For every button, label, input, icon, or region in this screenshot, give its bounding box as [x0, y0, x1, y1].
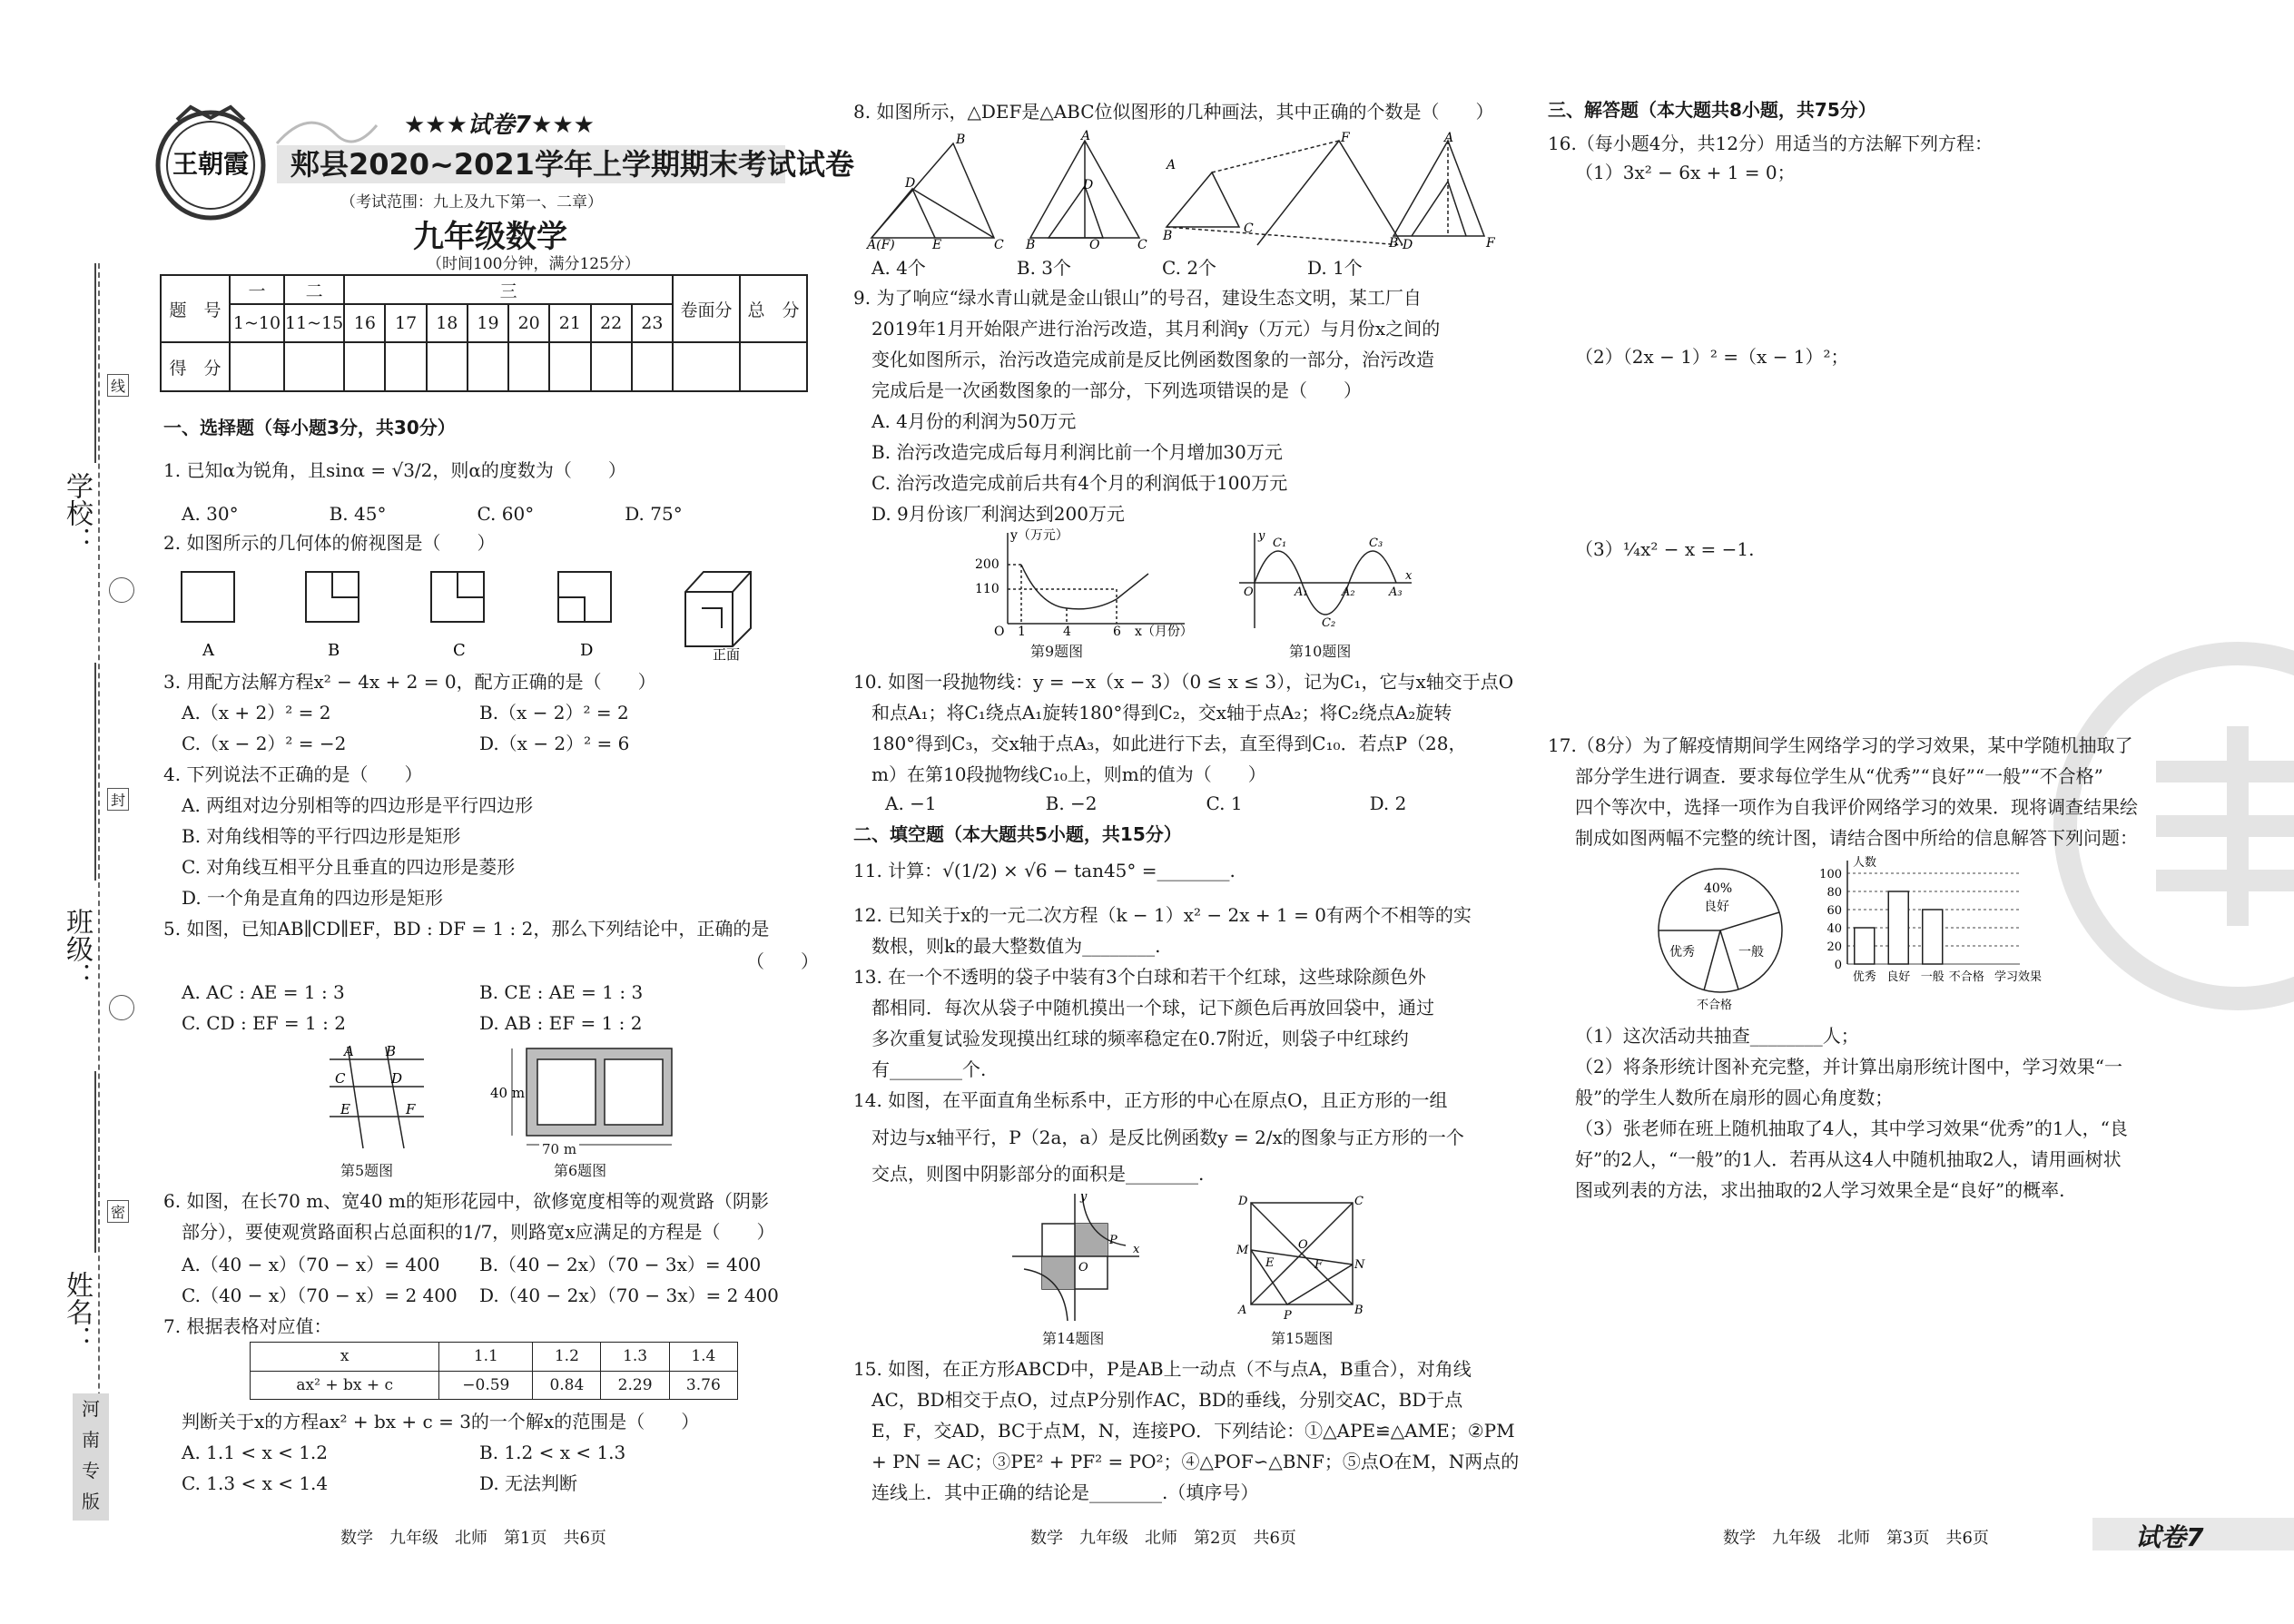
pie-label: 一般 [1738, 945, 1764, 960]
tick-label: 4 [1063, 625, 1071, 639]
question-10-cont: 180°得到C₃，交x轴于点A₃，如此进行下去，直至得到C₁₀．若点P（28， [871, 733, 1467, 754]
section-title: 二、填空题（本大题共5小题，共15分） [853, 823, 1182, 845]
option: A.（x + 2）² = 2 [182, 702, 331, 723]
svg-text:P: P [1109, 1234, 1117, 1247]
question-14: 14. 如图，在平面直角坐标系中，正方形的中心在原点O，且正方形的一组 [853, 1089, 1448, 1111]
table-cell: 1.3 [601, 1343, 669, 1372]
option: D. 无法判断 [479, 1472, 578, 1494]
tick-label: 110 [975, 582, 999, 596]
question-14-cont: 对边与x轴平行，P（2a，a）是反比例函数y = 2/x的图象与正方形的一个 [871, 1127, 1464, 1148]
option: B.（40 − 2x）（70 − 3x）= 400 [479, 1254, 762, 1275]
tick-label: 80 [1826, 886, 1842, 900]
table-cell: 0.84 [533, 1371, 601, 1400]
row-label: 题 号 [161, 275, 230, 342]
q10-graph [1235, 528, 1416, 633]
series-label: ★★★试卷7★★★ [404, 112, 595, 139]
svg-text:O: O [1078, 1261, 1088, 1275]
svg-text:A(F): A(F) [867, 238, 895, 252]
question-16-part2: （2）（2x − 1）² =（x − 1）²； [1575, 346, 1849, 368]
svg-text:E: E [932, 238, 942, 252]
group-header: 一 [230, 275, 284, 304]
edition-char: 版 [82, 1491, 100, 1512]
name-blank[interactable] [94, 1071, 96, 1253]
tick-label: 60 [1826, 904, 1842, 918]
svg-text:A: A [344, 1043, 354, 1059]
question-15-cont: + PN = AC；③PE² + PF² = PO²；④△POF∽△BNF；⑤点O在M，N两点的 [871, 1451, 1520, 1472]
axis-label: y（万元） [1010, 528, 1068, 543]
question-14-cont: 交点，则图中阴影部分的面积是________. [871, 1163, 1205, 1185]
svg-text:B: B [956, 133, 966, 147]
option: C.（40 − x）（70 − x）= 2 400 [182, 1284, 458, 1306]
edition-char: 河 [82, 1398, 100, 1420]
question-13-cont: 都相同．每次从袋子中随机摸出一个球，记下颜色后再放回袋中，通过 [871, 997, 1434, 1019]
question-16-part1: （1）3x² − 6x + 1 = 0； [1575, 162, 1796, 183]
option: A.（40 − x）（70 − x）= 400 [182, 1254, 440, 1275]
range-cell: 21 [549, 304, 590, 342]
svg-text:D: D [1403, 238, 1413, 252]
question-17-part3-cont: 好”的2人，“一般”的1人．若再从这4人中随机抽取2人，请用画树状 [1575, 1148, 2122, 1170]
bar-chart [1811, 853, 2043, 985]
q5-figure [322, 1039, 431, 1150]
option: C. 治污改造完成前后共有4个月的利润低于100万元 [871, 472, 1288, 494]
class-label: 班级： [61, 908, 93, 989]
table-cell: 1.4 [669, 1343, 737, 1372]
question-5: 5. 如图，已知AB∥CD∥EF，BD : DF = 1 : 2，那么下列结论中，正确的是 [163, 918, 770, 940]
exam-scope: （考试范围：九上及九下第一、二章） [340, 193, 603, 212]
svg-text:A₁: A₁ [1295, 586, 1308, 599]
table-cell: 3.76 [669, 1371, 737, 1400]
question-10-cont: m）在第10段抛物线C₁₀上，则m的值为（ ） [871, 763, 1266, 785]
front-label: 正面 [713, 646, 741, 663]
tick-label: 40 [1826, 922, 1842, 936]
svg-text:N: N [1354, 1258, 1365, 1272]
option: D.（40 − 2x）（70 − 3x）= 2 400 [479, 1284, 779, 1306]
figure-caption: 第6题图 [554, 1162, 607, 1179]
name-label: 姓名： [61, 1271, 93, 1353]
category-label: 优秀 [1852, 970, 1876, 984]
question-17-cont: 制成如图两幅不完整的统计图，请结合图中所给的信息解答下列问题： [1575, 827, 2138, 849]
figure-caption: 第10题图 [1289, 643, 1352, 660]
category-label: 不合格 [1948, 970, 1984, 984]
svg-text:A: A [1238, 1304, 1247, 1317]
question-17-cont: 部分学生进行调查．要求每位学生从“优秀”“良好”“一般”“不合格” [1575, 765, 2103, 787]
svg-text:C: C [994, 238, 1004, 252]
table-cell: 1.2 [533, 1343, 601, 1372]
score-cell[interactable] [468, 342, 508, 391]
svg-text:F: F [1314, 1258, 1324, 1272]
question-10-cont: 和点A₁；将C₁绕点A₁旋转180°得到C₂，交x轴于点A₂；将C₂绕点A₂旋转 [871, 702, 1452, 723]
svg-text:P: P [1284, 1309, 1292, 1323]
score-cell[interactable] [632, 342, 673, 391]
score-cell[interactable] [740, 342, 807, 391]
svg-text:F: F [1486, 236, 1495, 251]
table-cell: −0.59 [439, 1371, 533, 1400]
svg-text:O: O [1244, 586, 1254, 599]
option-label: D [580, 641, 594, 660]
juanmian-header: 卷面分 [673, 275, 740, 342]
pie-label: 优秀 [1669, 945, 1695, 960]
question-17-part2: （2）将条形统计图补充完整，并计算出扇形统计图中，学习效果“一 [1575, 1056, 2122, 1078]
edition-char: 专 [82, 1460, 100, 1481]
question-16: 16.（每小题4分，共12分）用适当的方法解下列方程： [1548, 133, 1993, 154]
q14-figure [1008, 1189, 1144, 1325]
question-13-cont: 多次重复试验发现摸出红球的频率稳定在0.7附近，则袋子中红球约 [871, 1028, 1409, 1049]
seal-xian: 线 [107, 374, 129, 397]
q15-figure [1235, 1194, 1371, 1321]
binding-hole-icon [109, 577, 134, 603]
range-cell: 1~10 [230, 304, 284, 342]
svg-text:x: x [1133, 1243, 1140, 1256]
svg-text:A: A [1444, 131, 1454, 145]
question-6-cont: 部分），要使观赏路面积占总面积的1/7，则路宽x应满足的方程是（ ） [182, 1221, 775, 1243]
subject-title: 九年级数学 [413, 219, 567, 255]
svg-text:O: O [1089, 238, 1100, 252]
option: B.（x − 2）² = 2 [479, 702, 629, 723]
question-12: 12. 已知关于x的一元二次方程（k − 1）x² − 2x + 1 = 0有两个不相等的实 [853, 904, 1472, 926]
range-cell: 23 [632, 304, 673, 342]
question-10: 10. 如图一段抛物线：y = −x（x − 3）（0 ≤ x ≤ 3），记为C₁，它与x轴交于点O [853, 671, 1514, 693]
svg-text:C: C [1354, 1195, 1364, 1208]
question-4: 4. 下列说法不正确的是（ ） [163, 763, 423, 785]
q9-graph [967, 528, 1203, 639]
dim-label: 70 m [539, 1137, 579, 1161]
y-axis-label: 人数 [1853, 856, 1877, 870]
figure-caption: 第15题图 [1271, 1330, 1334, 1347]
range-cell: 17 [385, 304, 426, 342]
question-17-part3: （3）张老师在班上随机抽取了4人，其中学习效果“优秀”的1人，“良 [1575, 1117, 2128, 1139]
category-label: 良好 [1886, 970, 1911, 984]
question-16-part3: （3）¼x² − x = −1. [1575, 538, 1755, 560]
axis-label: x（月份） [1135, 625, 1193, 639]
options-1: A. 30° B. 45° C. 60° D. 75° [182, 503, 683, 525]
answer-paren: （ ） [746, 950, 819, 972]
option: D. 一个角是直角的四边形是矩形 [182, 887, 444, 909]
svg-text:D: D [905, 176, 916, 191]
score-cell[interactable] [344, 342, 385, 391]
tick-label: 6 [1113, 625, 1121, 639]
question-6: 6. 如图，在长70 m、宽40 m的矩形花园中，欲修宽度相等的观赏路（阴影 [163, 1190, 769, 1212]
question-15-cont: AC，BD相交于点O，过点P分别作AC，BD的垂线，分别交AC，BD于点 [871, 1389, 1463, 1411]
svg-text:E: E [1265, 1256, 1275, 1270]
range-cell: 11~15 [284, 304, 344, 342]
exam-title: 郏县2020~2021学年上学期期末考试试卷 [290, 147, 854, 182]
seal-feng: 封 [107, 788, 129, 811]
svg-text:C₂: C₂ [1322, 616, 1336, 630]
total-header: 总 分 [740, 275, 807, 342]
svg-text:C: C [1244, 221, 1254, 236]
table-cell: ax² + bx + c [251, 1371, 439, 1400]
score-cell[interactable] [385, 342, 426, 391]
figure-caption: 第14题图 [1042, 1330, 1105, 1347]
score-cell[interactable] [427, 342, 468, 391]
question-2: 2. 如图所示的几何体的俯视图是（ ） [163, 532, 496, 554]
score-table [160, 274, 808, 392]
question-9: 9. 为了响应“绿水青山就是金山银山”的号召，建设生态文明，某工厂自 [853, 287, 1422, 309]
question-17-part1: （1）这次活动共抽查________人； [1575, 1025, 1859, 1047]
option-label: A [202, 641, 214, 660]
option: A. 两组对边分别相等的四边形是平行四边形 [182, 794, 534, 816]
svg-text:B: B [1389, 236, 1399, 251]
bar-良好 [1888, 891, 1908, 964]
options-10: A. −1 B. −2 C. 1 D. 2 [885, 792, 1407, 814]
tick-label: 20 [1826, 940, 1842, 954]
svg-text:B: B [386, 1043, 397, 1059]
category-label: 一般 [1920, 970, 1944, 984]
question-15: 15. 如图，在正方形ABCD中，P是AB上一动点（不与点A，B重合），对角线 [853, 1358, 1472, 1380]
tick-label: 1 [1018, 625, 1026, 639]
question-9-cont: 2019年1月开始限产进行治污改造，其月利润y（万元）与月份x之间的 [871, 318, 1441, 340]
option: C. 对角线互相平分且垂直的四边形是菱形 [182, 856, 516, 878]
question-13: 13. 在一个不透明的袋子中装有3个白球和若干个红球，这些球除颜色外 [853, 966, 1426, 988]
score-cell[interactable] [591, 342, 632, 391]
svg-text:C: C [335, 1070, 346, 1087]
svg-text:C: C [1137, 238, 1147, 252]
option: A. AC : AE = 1 : 3 [182, 981, 345, 1003]
tick-label: 0 [1834, 959, 1842, 972]
range-cell: 20 [508, 304, 549, 342]
svg-text:x: x [1405, 569, 1413, 583]
option: D. 9月份该厂利润达到200万元 [871, 503, 1125, 525]
question-7-cont: 判断关于x的方程ax² + bx + c = 3的一个解x的范围是（ ） [182, 1411, 700, 1432]
score-cell[interactable] [230, 342, 284, 391]
x-axis-label: 学习效果 [1994, 970, 2043, 984]
question-17: 17.（8分）为了解疫情期间学生网络学习的学习效果，某中学随机抽取了 [1548, 734, 2133, 756]
pie-label: 良好 [1704, 900, 1729, 914]
edition-char: 南 [82, 1429, 100, 1451]
option: B. 治污改造完成后每月利润比前一个月增加30万元 [871, 441, 1283, 463]
svg-text:y: y [1258, 529, 1265, 543]
tick-label: O [994, 625, 1005, 639]
svg-text:A: A [1081, 129, 1091, 143]
dim-label: 40 m [490, 1085, 526, 1101]
option: A. 1.1 < x < 1.2 [182, 1442, 328, 1463]
option: B. 1.2 < x < 1.3 [479, 1442, 626, 1463]
svg-text:y: y [1080, 1190, 1088, 1204]
range-cell: 22 [591, 304, 632, 342]
edition-badge [73, 1393, 109, 1521]
logo-text: 王朝霞 [172, 149, 250, 179]
question-9-cont: 变化如图所示，治污改造完成前是反比例函数图象的一部分，治污改造 [871, 349, 1434, 370]
svg-text:D: D [1238, 1195, 1248, 1208]
svg-text:B: B [1354, 1304, 1364, 1317]
svg-text:E: E [340, 1101, 350, 1117]
page-footer: 数学 九年级 北师 第2页 共6页 [1030, 1529, 1296, 1548]
option: D. AB : EF = 1 : 2 [479, 1012, 643, 1034]
row-label: 得 分 [161, 342, 230, 391]
section-title: 三、解答题（本大题共8小题，共75分） [1548, 99, 1876, 121]
question-8: 8. 如图所示，△DEF是△ABC位似图形的几种画法，其中正确的个数是（ ） [853, 101, 1494, 123]
pie-chart [1648, 858, 1793, 1012]
options-8: A. 4个 B. 3个 C. 2个 D. 1个 [871, 257, 1363, 279]
question-3: 3. 用配方法解方程x² − 4x + 2 = 0，配方正确的是（ ） [163, 671, 656, 693]
question-17-part3-cont: 图或列表的方法，求出抽取的2人学习效果全是“良好”的概率. [1575, 1179, 2065, 1201]
binding-hole-icon [109, 995, 134, 1020]
school-blank[interactable] [94, 263, 96, 463]
section-title: 一、选择题（每小题3分，共30分） [163, 417, 456, 438]
table-cell: 1.1 [439, 1343, 533, 1372]
question-12-cont: 数根，则k的最大整数值为________. [871, 935, 1161, 957]
q7-table [250, 1342, 738, 1400]
svg-text:F: F [406, 1101, 416, 1117]
figure-caption: 第5题图 [340, 1162, 394, 1179]
tick-label: 100 [1819, 868, 1842, 881]
corner-label: 试卷7 [2135, 1522, 2204, 1552]
option-label: B [328, 641, 340, 660]
range-cell: 18 [427, 304, 468, 342]
svg-text:C₃: C₃ [1369, 536, 1383, 550]
svg-text:F: F [1341, 131, 1350, 145]
question-9-cont: 完成后是一次函数图象的一部分，下列选项错误的是（ ） [871, 379, 1362, 401]
svg-text:A₃: A₃ [1389, 586, 1403, 599]
svg-text:A₂: A₂ [1342, 586, 1355, 599]
option: B. 对角线相等的平行四边形是矩形 [182, 825, 461, 847]
table-cell: 2.29 [601, 1371, 669, 1400]
bar-一般 [1923, 910, 1943, 964]
tick-label: 200 [975, 557, 999, 572]
question-15-cont: 连线上．其中正确的结论是________.（填序号） [871, 1481, 1259, 1503]
svg-text:A: A [1167, 158, 1177, 172]
score-cell[interactable] [673, 342, 740, 391]
svg-text:D: D [391, 1070, 403, 1087]
range-cell: 19 [468, 304, 508, 342]
option: C. CD : EF = 1 : 2 [182, 1012, 346, 1034]
bar-优秀 [1855, 928, 1875, 964]
table-cell: x [251, 1343, 439, 1372]
q2-figures [177, 565, 767, 664]
pie-label: 不合格 [1697, 999, 1733, 1012]
range-cell: 16 [344, 304, 385, 342]
group-header: 二 [284, 275, 344, 304]
svg-text:C₁: C₁ [1273, 536, 1287, 550]
option-label: C [453, 641, 466, 660]
question-11: 11. 计算：√(1/2) × √6 − tan45° =________. [853, 860, 1236, 881]
time-note: （时间100分钟，满分125分） [427, 255, 640, 273]
option: C. 1.3 < x < 1.4 [182, 1472, 329, 1494]
brand-logo-icon [150, 100, 272, 227]
class-blank[interactable] [94, 663, 96, 881]
seal-mi: 密 [107, 1200, 129, 1223]
school-label: 学校： [61, 472, 93, 554]
option: B. CE : AE = 1 : 3 [479, 981, 644, 1003]
page-footer: 数学 九年级 北师 第3页 共6页 [1723, 1529, 1989, 1548]
pie-annotation: 40% [1704, 881, 1733, 896]
question-17-part2-cont: 般”的学生人数所在扇形的圆心角度数； [1575, 1087, 1894, 1108]
score-cell[interactable] [549, 342, 590, 391]
question-17-cont: 四个等次中，选择一项作为自我评价网络学习的效果．现将调查结果绘 [1575, 796, 2138, 818]
question-7: 7. 根据表格对应值： [163, 1315, 332, 1337]
figure-caption: 第9题图 [1030, 643, 1084, 660]
group-header: 三 [344, 275, 673, 304]
svg-text:B: B [1163, 229, 1173, 243]
q6-figure [490, 1039, 681, 1147]
question-13-cont: 有________个. [871, 1058, 987, 1080]
svg-text:M: M [1236, 1244, 1249, 1257]
option: C.（x − 2）² = −2 [182, 733, 347, 754]
q8-figures [867, 129, 1511, 252]
option: D.（x − 2）² = 6 [479, 733, 630, 754]
svg-text:O: O [1298, 1238, 1308, 1252]
question-1: 1. 已知α为锐角，且sinα = √3/2，则α的度数为（ ） [163, 459, 626, 481]
score-cell[interactable] [508, 342, 549, 391]
option: A. 4月份的利润为50万元 [871, 410, 1077, 432]
cut-line [98, 263, 102, 1498]
page-footer: 数学 九年级 北师 第1页 共6页 [340, 1529, 606, 1548]
question-15-cont: E，F，交AD，BC于点M，N，连接PO．下列结论：①△APE≌△AME；②PM [871, 1420, 1515, 1442]
score-cell[interactable] [284, 342, 344, 391]
svg-text:D: D [1083, 178, 1094, 192]
svg-text:B: B [1026, 238, 1036, 252]
